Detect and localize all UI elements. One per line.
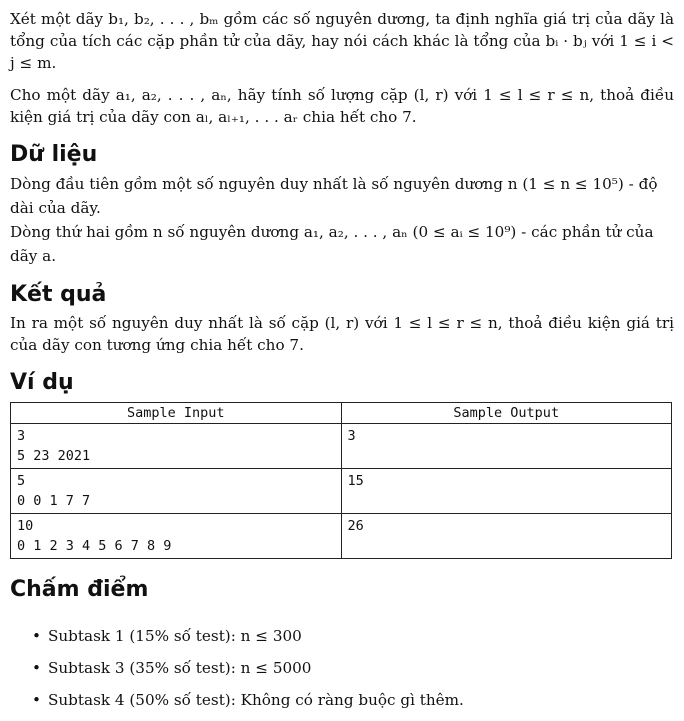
subtask-item xyxy=(10,689,674,711)
sample-output-header: Sample Output xyxy=(341,403,672,424)
sample-output-cell: 3 xyxy=(341,424,672,469)
sample-input-line: 5 23 2021 xyxy=(17,448,91,464)
intro-paragraph-2: Cho một dãy a₁, a₂, . . . , aₙ, hãy tính số lượng cặp (l, r) với 1 ≤ l ≤ r ≤ n, thoả điều kiện giá trị của dãy con aₗ, aₗ₊₁, . . . aᵣ chia hết cho 7. xyxy=(10,86,674,126)
sample-output-cell: 26 xyxy=(341,514,672,559)
subtask-item xyxy=(10,625,674,647)
problem-statement xyxy=(10,8,674,721)
bullet-icon: • xyxy=(32,627,41,645)
sample-input-header: Sample Input xyxy=(11,403,342,424)
sample-input-line: 10 xyxy=(17,518,34,534)
sample-input-line: 5 xyxy=(17,473,26,489)
scoring-heading: Chấm điểm xyxy=(10,577,149,602)
subtask-list xyxy=(10,625,674,711)
subtask-text: Subtask 3 (35% số test): n ≤ 5000 xyxy=(48,659,312,677)
sample-row xyxy=(11,424,672,469)
subtask-text: Subtask 4 (50% số test): Không có ràng buộc gì thêm. xyxy=(48,691,464,709)
sample-row xyxy=(11,514,672,559)
sample-row xyxy=(11,469,672,514)
subtask-text: Subtask 1 (15% số test): n ≤ 300 xyxy=(48,627,302,645)
intro-paragraph-1: Xét một dãy b₁, b₂, . . . , bₘ gồm các số nguyên dương, ta định nghĩa giá trị của dãy là tổng của tích các cặp phần tử của dãy, hay nói cách khác là tổng của bᵢ · bⱼ với 1 ≤ i < j ≤ m. xyxy=(10,10,674,72)
sample-input-cell xyxy=(11,424,342,469)
sample-input-line: 0 0 1 7 7 xyxy=(17,493,91,509)
input-line-1: Dòng đầu tiên gồm một số nguyên duy nhất là số nguyên dương n (1 ≤ n ≤ 10⁵) - độ dài của dãy. xyxy=(10,175,658,217)
sample-input-cell xyxy=(11,469,342,514)
example-heading: Ví dụ xyxy=(10,370,74,395)
sample-output-cell: 15 xyxy=(341,469,672,514)
output-heading: Kết quả xyxy=(10,282,107,307)
input-heading: Dữ liệu xyxy=(10,142,98,167)
input-line-2: Dòng thứ hai gồm n số nguyên dương a₁, a₂, . . . , aₙ (0 ≤ aᵢ ≤ 10⁹) - các phần tử của dãy a. xyxy=(10,223,654,265)
sample-input-cell xyxy=(11,514,342,559)
subtask-item xyxy=(10,657,674,679)
sample-input-line: 3 xyxy=(17,428,26,444)
sample-input-line: 0 1 2 3 4 5 6 7 8 9 xyxy=(17,538,172,554)
bullet-icon: • xyxy=(32,659,41,677)
bullet-icon: • xyxy=(32,691,41,709)
sample-table xyxy=(10,402,672,559)
sample-table-header xyxy=(11,403,672,424)
output-text: In ra một số nguyên duy nhất là số cặp (l, r) với 1 ≤ l ≤ r ≤ n, thoả điều kiện giá trị của dãy con tương ứng chia hết cho 7. xyxy=(10,314,674,354)
